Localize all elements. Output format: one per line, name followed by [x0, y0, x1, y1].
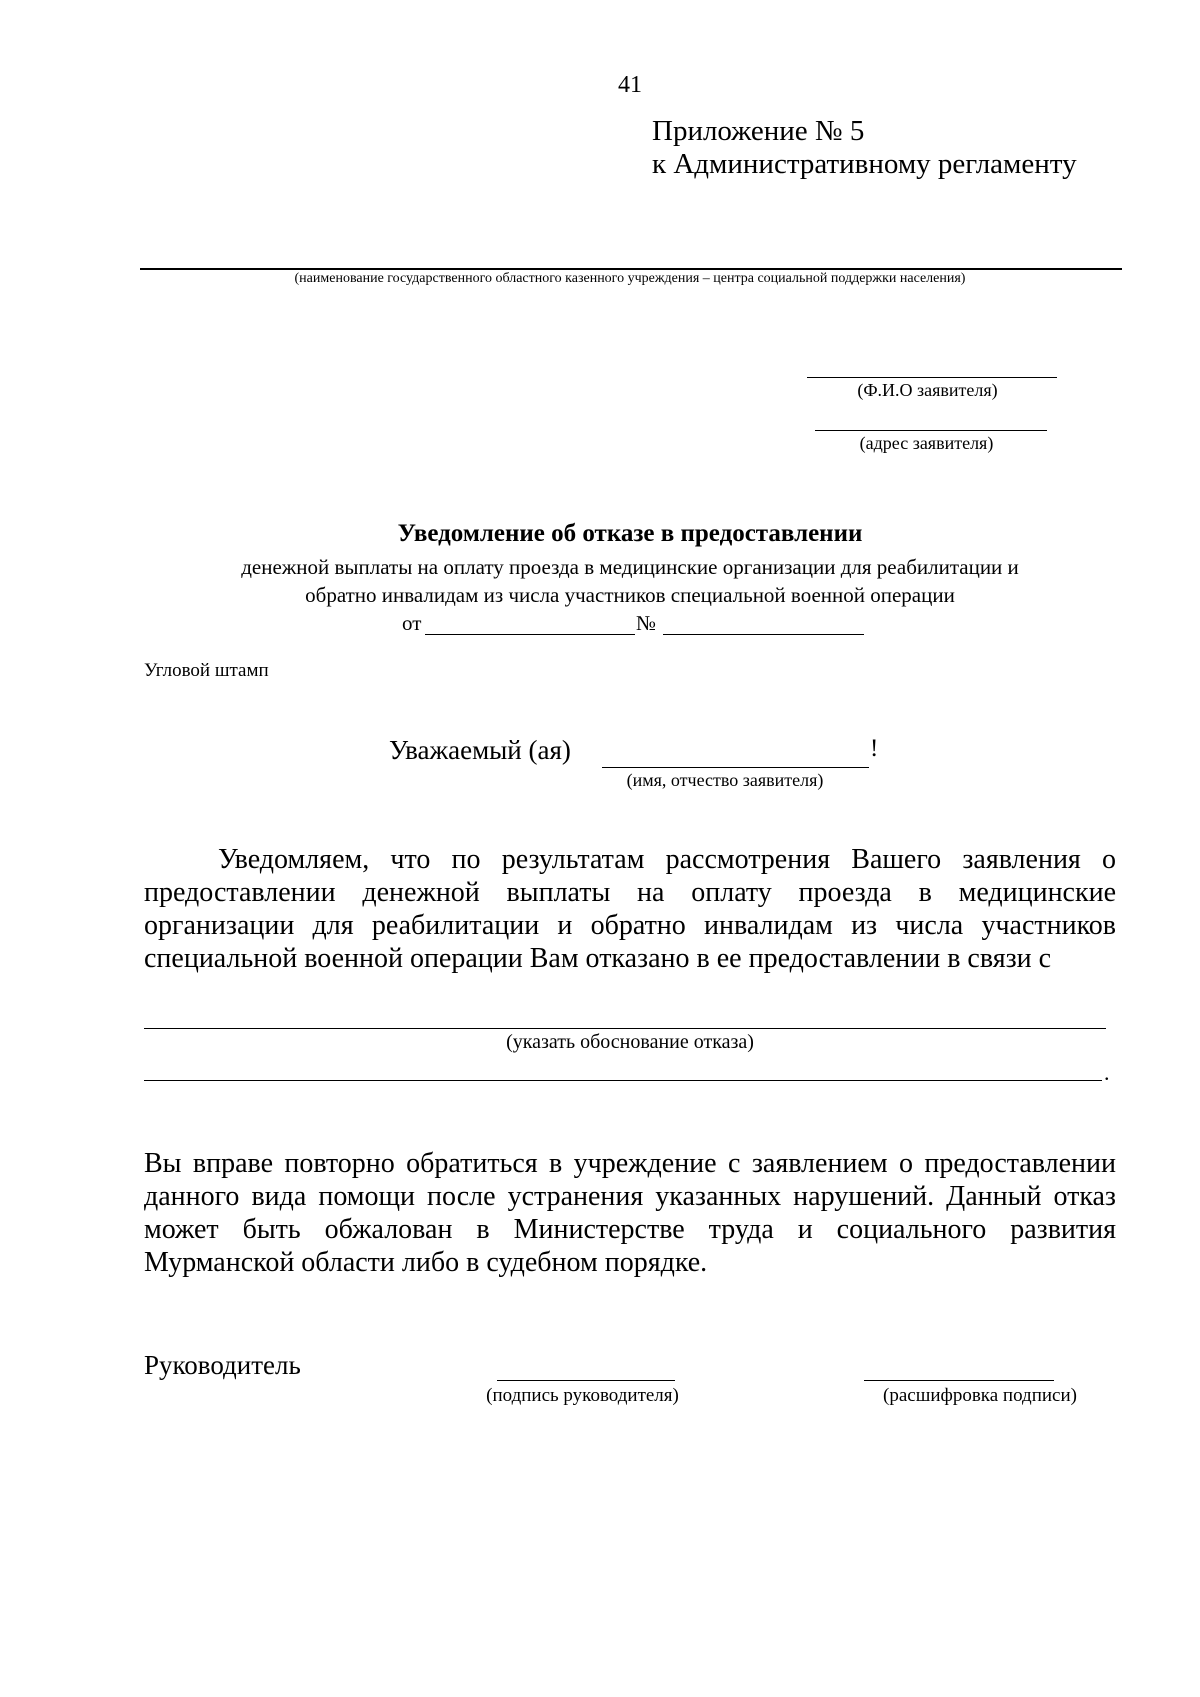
applicant-fio-caption: (Ф.И.О заявителя) [857, 380, 998, 400]
document-subtitle-line1: денежной выплаты на оплату проезда в медицинские организации для реабилитации и [241, 555, 1019, 579]
applicant-address-line [815, 430, 1047, 431]
applicant-address-caption: (адрес заявителя) [859, 433, 994, 453]
org-name-caption: (наименование государственного областного казенного учреждения – центра социальной поддержки населения) [294, 271, 966, 286]
number-sign: № [636, 611, 657, 635]
greeting-exclamation: ! [870, 735, 879, 762]
appeal-paragraph: Вы вправе повторно обратиться в учреждение с заявлением о предоставлении данного вида помощи после устранения указанных нарушений. Данный отказ может быть обжалован в Министерстве труда и социального развития Мурманской области либо в судебном порядке. [144, 1148, 1116, 1278]
appendix-number: Приложение № 5 [652, 115, 865, 147]
greeting-name-line [602, 767, 869, 768]
head-label: Руководитель [144, 1350, 301, 1380]
signature-decode-caption: (расшифровка подписи) [883, 1385, 1077, 1406]
reason-line-1 [144, 1028, 1106, 1029]
appendix-block [652, 115, 1077, 181]
signature-decode-line [864, 1380, 1054, 1381]
signature-line [497, 1380, 675, 1381]
date-prefix: от [402, 611, 422, 635]
date-line [425, 634, 635, 635]
number-line [663, 634, 864, 635]
applicant-fio-line [807, 377, 1057, 378]
org-name-line [140, 268, 1122, 270]
corner-stamp-label: Угловой штамп [144, 660, 269, 681]
greeting-caption: (имя, отчество заявителя) [626, 770, 824, 790]
reason-end-dot: . [1104, 1060, 1110, 1085]
notification-paragraph: Уведомляем, что по результатам рассмотрения Вашего заявления о предоставлении денежной выплаты на оплату проезда в медицинские организации для реабилитации и обратно инвалидам из числа участников специальной военной операции Вам отказано в ее предоставлении в связи с [144, 844, 1116, 974]
document-title: Уведомление об отказе в предоставлении [397, 520, 863, 547]
appendix-reference: к Административному регламенту [652, 148, 1077, 180]
document-subtitle-line2: обратно инвалидам из числа участников специальной военной операции [305, 583, 955, 607]
page-number: 41 [618, 72, 642, 98]
reason-caption: (указать обоснование отказа) [506, 1031, 754, 1053]
reason-line-2 [144, 1080, 1102, 1081]
signature-caption: (подпись руководителя) [486, 1385, 679, 1406]
greeting-text: Уважаемый (ая) [389, 735, 571, 765]
